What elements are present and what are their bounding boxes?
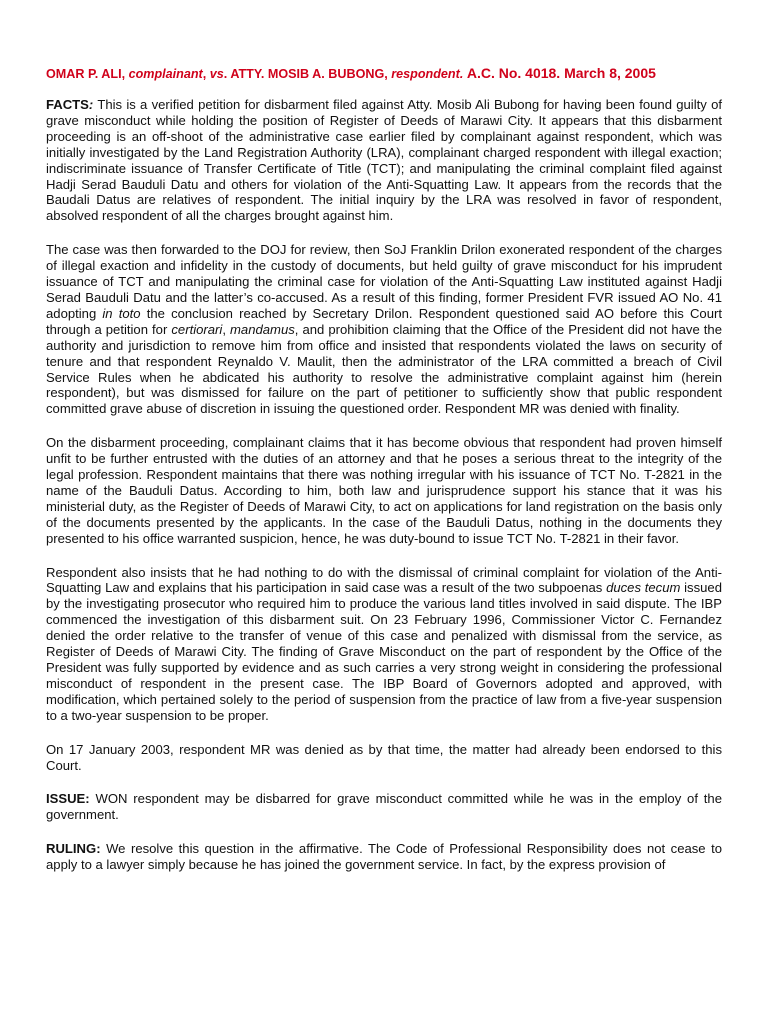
italic-term: in toto bbox=[102, 305, 141, 321]
facts-label: FACTS: bbox=[46, 97, 94, 112]
respondent-insists-paragraph: Respondent also insists that he had nothing to do with the dismissal of criminal complaint for violation of the Anti-Squatting Law and explains that his participation in said case was a result of the two subpoenas duces tecum issued by the investigating prosecutor who required him to produce the various land titles involved in said dispute. The IBP commenced the investigation of this disbarment suit. On 23 February 1996, Commissioner Victor C. Fernandez denied the order relative to the transfer of venue of this case and penalized with dismissal from the service, as Register of Deeds of Marawi City. The finding of Grave Misconduct on the part of respondent by the Office of the President was fully supported by evidence and as such carries a very strong weight in considering the professional misconduct of respondent in the present case. The IBP Board of Governors adopted and approved, with modification, which pertained solely to the period of suspension from the practice of law from a five-year suspension to a two-year suspension to be proper. bbox=[46, 564, 722, 723]
mr-denied-paragraph: On 17 January 2003, respondent MR was denied as by that time, the matter had already been endorsed to this Court. bbox=[46, 741, 722, 773]
respondent-role: respondent. bbox=[391, 67, 464, 81]
facts-text: This is a verified petition for disbarment filed against Atty. Mosib Ali Bubong for having been found guilty of grave misconduct while holding the position of Register of Deeds of Marawi City. It appears that this disbarment proceeding is an off-shoot of the administrative case earlier filed by complainant against respondent, which was initially investigated by the Land Registration Authority (LRA), complainant charged respondent with illegal exaction; indiscriminate issuance of Transfer Certificate of Title (TCT); and manipulating the criminal complaint filed against Hadji Serad Bauduli Datu and others for violation of the Anti-Squatting Law. It appears from the records that the Baudali Datus are relatives of respondent. The initial inquiry by the LRA was resolved in favor of respondent, absolved respondent of all the charges brought against him. bbox=[46, 97, 722, 224]
italic-term: mandamus bbox=[230, 321, 295, 337]
italic-term: certiorari bbox=[171, 321, 223, 337]
issue-paragraph bbox=[46, 791, 722, 823]
ruling-paragraph bbox=[46, 841, 722, 873]
ruling-text: We resolve this question in the affirmative. The Code of Professional Responsibility does not cease to apply to a lawyer simply because he has joined the government service. In fact, by the express provision of bbox=[46, 841, 722, 873]
ruling-label: RULING: bbox=[46, 841, 101, 857]
doj-review-paragraph: The case was then forwarded to the DOJ for review, then SoJ Franklin Drilon exonerated respondent of the charges of illegal exaction and infidelity in the custody of documents, but held guilty of grave misconduct for his imprudent issuance of TCT and manipulating the criminal case for violation of the Anti-Squatting Law instituted against Hadji Serad Bauduli Datu and the latter’s co-accused. As a result of this finding, former President FVR issued AO No. 41 adopting in toto the conclusion reached by Secretary Drilon. Respondent questioned said AO before this Court through a petition for certiorari, mandamus, and prohibition claiming that the Office of the President did not have the authority and jurisdiction to remove him from office and insisted that respondents violated the laws on security of tenure and that respondent Reynaldo V. Maulit, then the administrator of the LRA committed a breach of Civil Service Rules when he abdicated his authority to resolve the administrative complaint against him (herein respondent), but was dismissed for failure on the part of petitioner to sufficiently show that public respondent committed grave abuse of discretion in issuing the questioned order. Respondent MR was denied with finality. bbox=[46, 242, 722, 417]
issue-label: ISSUE: bbox=[46, 791, 90, 807]
respondent-name: ATTY. MOSIB A. BUBONG, bbox=[230, 67, 388, 81]
case-title: OMAR P. ALI, complainant, vs. ATTY. MOSIB A. BUBONG, respondent. A.C. No. 4018. March 8, 2005 bbox=[46, 65, 656, 81]
italic-term: duces tecum bbox=[606, 580, 681, 596]
issue-text: WON respondent may be disbarred for grave misconduct committed while he was in the employ of the government. bbox=[46, 791, 722, 823]
disbarment-proceeding-paragraph: On the disbarment proceeding, complainant claims that it has become obvious that respondent had proven himself unfit to be further entrusted with the duties of an attorney and that he poses a serious threat to the integrity of the legal profession. Respondent maintains that there was nothing irregular with his issuance of TCT No. T-2821 in the name of the Bauduli Datus. According to him, both law and jurisprudence support his stance that it was his ministerial duty, as the Register of Deeds of Marawi City, to act on applications for land registration on the basis only of the documents presented by the applicants. In the case of the Bauduli Datus, nothing in the documents they presented to his office warranted suspicion, hence, he was duty-bound to issue TCT No. T-2821 in their favor. bbox=[46, 435, 722, 546]
facts-paragraph bbox=[46, 97, 722, 224]
case-number: A.C. No. 4018. March 8, 2005 bbox=[466, 65, 656, 81]
versus-label: vs bbox=[209, 67, 224, 81]
complainant-name: OMAR P. ALI, bbox=[46, 67, 126, 81]
versus-dot: . bbox=[223, 67, 228, 81]
complainant-role: complainant bbox=[128, 67, 203, 81]
